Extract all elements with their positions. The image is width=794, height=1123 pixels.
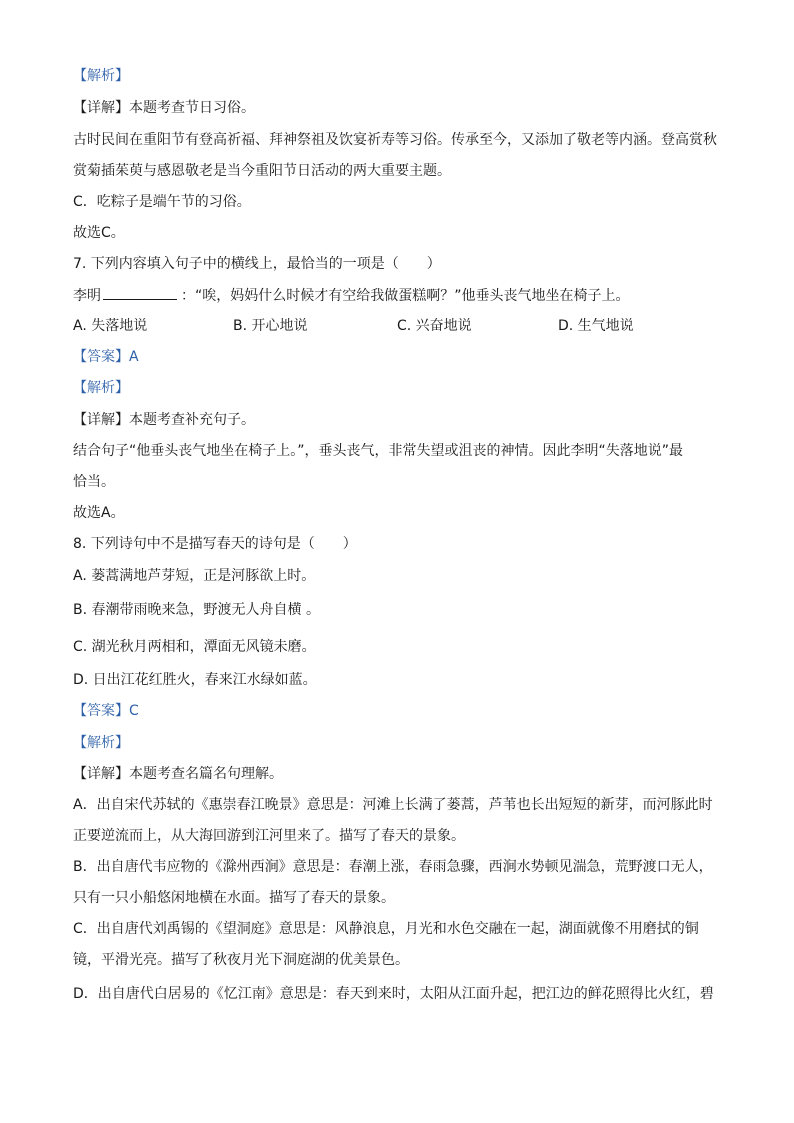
- detail-line: 【详解】本题考查名篇名句理解。: [73, 766, 283, 782]
- q7-option-d: D. 生气地说: [558, 318, 634, 334]
- paragraph-line: 赏菊插茱萸与感恩敬老是当今重阳节日活动的两大重要主题。: [73, 163, 451, 179]
- q8-option-d: D. 日出江花红胜火，春来江水绿如蓝。: [73, 672, 317, 688]
- q7-option-a: A. 失落地说: [73, 318, 148, 334]
- q7-option-b: B. 开心地说: [233, 318, 308, 334]
- paragraph-line: 正要逆流而上，从大海回游到江河里来了。描写了春天的景象。: [73, 828, 465, 844]
- paragraph-line: A．出自宋代苏轼的《惠崇春江晚景》意思是：河滩上长满了蒌蒿，芦苇也长出短短的新芽，而河豚此时: [73, 797, 713, 813]
- question-8-title: 8. 下列诗句中不是描写春天的诗句是（ ）: [73, 536, 357, 552]
- answer-heading: 【答案】C: [73, 703, 139, 719]
- paragraph-line: 古时民间在重阳节有登高祈福、拜神祭祖及饮宴祈寿等习俗。传承至今，又添加了敬老等内涵。登高赏秋: [73, 132, 717, 148]
- conclusion-line: 故选C。: [73, 225, 125, 241]
- conclusion-line: 故选A。: [73, 505, 125, 521]
- analysis-heading: 【解析】: [73, 735, 129, 751]
- sentence-rest: ：“唉，妈妈什么时候才有空给我做蛋糕啊？”他垂头丧气地坐在椅子上。: [181, 288, 630, 304]
- question-7-sentence: [73, 286, 630, 305]
- paragraph-line: 镜，平滑光亮。描写了秋夜月光下洞庭湖的优美景色。: [73, 952, 409, 968]
- q7-option-c: C. 兴奋地说: [397, 318, 472, 334]
- paragraph-line: C．出自唐代刘禹锡的《望洞庭》意思是：风静浪息，月光和水色交融在一起，湖面就像不用磨拭的铜: [73, 921, 699, 937]
- paragraph-line: B．出自唐代韦应物的《滁州西涧》意思是：春潮上涨，春雨急骤，西涧水势顿见湍急，荒野渡口无人，: [73, 859, 713, 875]
- q8-option-c: C. 湖光秋月两相和，潭面无风镜未磨。: [73, 639, 316, 655]
- detail-line: 【详解】本题考查补充句子。: [73, 412, 255, 428]
- paragraph-line: 结合句子“他垂头丧气地坐在椅子上。”，垂头丧气，非常失望或沮丧的神情。因此李明“失落地说”最: [73, 443, 684, 459]
- fill-in-blank: [103, 286, 177, 300]
- detail-line: 【详解】本题考查节日习俗。: [73, 100, 255, 116]
- paragraph-line: 只有一只小船悠闲地横在水面。描写了春天的景象。: [73, 890, 395, 906]
- analysis-heading: 【解析】: [73, 68, 129, 84]
- answer-heading: 【答案】A: [73, 349, 139, 365]
- question-7-title: 7. 下列内容填入句子中的横线上，最恰当的一项是（ ）: [73, 256, 441, 272]
- sentence-subject: 李明: [73, 288, 101, 304]
- q8-option-a: A. 蒌蒿满地芦芽短，正是河豚欲上时。: [73, 568, 316, 584]
- analysis-heading: 【解析】: [73, 380, 129, 396]
- paragraph-line: C．吃粽子是端午节的习俗。: [73, 194, 251, 210]
- q8-option-b: B. 春潮带雨晚来急，野渡无人舟自横 。: [73, 602, 320, 618]
- paragraph-line: D．出自唐代白居易的《忆江南》意思是：春天到来时，太阳从江面升起，把江边的鲜花照得比火红，碧: [73, 986, 714, 1002]
- paragraph-line: 恰当。: [73, 474, 115, 490]
